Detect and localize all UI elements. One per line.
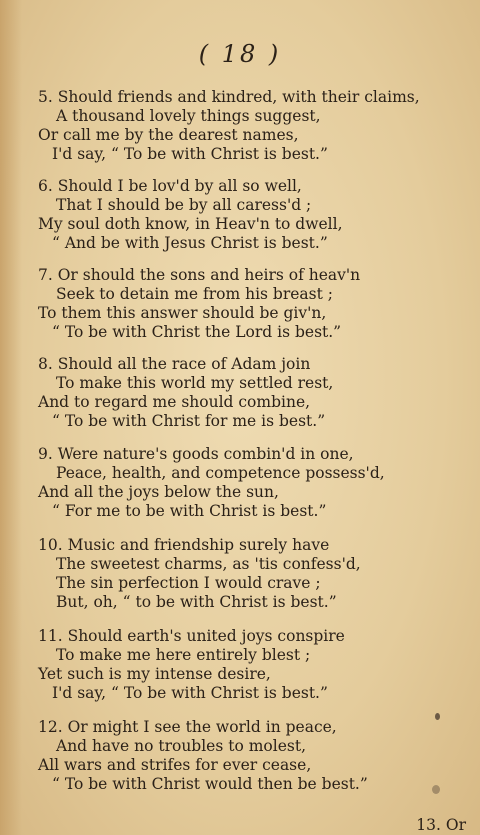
stanza-line: And have no troubles to molest, — [56, 737, 306, 755]
stanza-line: 9. Were nature's goods combin'd in one, — [38, 445, 354, 463]
stanza-line: Seek to detain me from his breast ; — [56, 285, 334, 303]
stanza-line: Or call me by the dearest names, — [38, 126, 299, 144]
stanza-line: 5. Should friends and kindred, with their claims, — [38, 88, 420, 106]
stanza-line: 10. Music and friendship surely have — [38, 536, 330, 554]
stanza-11 — [38, 627, 468, 703]
stanza-line: All wars and strifes for ever cease, — [38, 756, 312, 774]
stanza-line: “ To be with Christ would then be best.” — [52, 775, 368, 793]
page-number: ( 18 ) — [198, 40, 282, 68]
stanza-line: Peace, health, and competence possess'd, — [56, 464, 385, 482]
stanza-6 — [38, 177, 468, 253]
ink-speck — [432, 785, 440, 794]
stanza-12 — [38, 718, 468, 794]
stanza-line: 12. Or might I see the world in peace, — [38, 718, 337, 736]
stanza-line: “ And be with Jesus Christ is best.” — [52, 234, 328, 252]
stanza-line: 7. Or should the sons and heirs of heav'n — [38, 266, 361, 284]
stanza-8 — [38, 355, 468, 431]
catchword: 13. Or — [416, 816, 466, 834]
stanza-line: And all the joys below the sun, — [38, 483, 279, 501]
stanza-line: And to regard me should combine, — [38, 393, 311, 411]
stanza-line: My soul doth know, in Heav'n to dwell, — [38, 215, 343, 233]
stanza-line: I'd say, “ To be with Christ is best.” — [52, 145, 328, 163]
stanza-line: The sweetest charms, as 'tis confess'd, — [56, 555, 361, 573]
stanza-line: But, oh, “ to be with Christ is best.” — [56, 593, 337, 611]
stanza-line: “ To be with Christ the Lord is best.” — [52, 323, 342, 341]
stanza-line: “ To be with Christ for me is best.” — [52, 412, 326, 430]
stanza-line: A thousand lovely things suggest, — [56, 107, 321, 125]
stanza-line: That I should be by all caress'd ; — [56, 196, 312, 214]
stanza-line: The sin perfection I would crave ; — [56, 574, 321, 592]
stanza-7 — [38, 266, 468, 342]
stanza-9 — [38, 445, 468, 521]
stanza-10 — [38, 536, 468, 612]
stanza-line: I'd say, “ To be with Christ is best.” — [52, 684, 328, 702]
stanza-line: 11. Should earth's united joys conspire — [38, 627, 345, 645]
stanza-line: 8. Should all the race of Adam join — [38, 355, 311, 373]
stanza-line: Yet such is my intense desire, — [38, 665, 271, 683]
stanza-line: 6. Should I be lov'd by all so well, — [38, 177, 302, 195]
stanza-5 — [38, 88, 468, 164]
stanza-line: To them this answer should be giv'n, — [38, 304, 327, 322]
ink-speck — [435, 713, 440, 720]
stanza-line: To make this world my settled rest, — [56, 374, 334, 392]
stanza-line: “ For me to be with Christ is best.” — [52, 502, 327, 520]
stanza-line: To make me here entirely blest ; — [56, 646, 311, 664]
